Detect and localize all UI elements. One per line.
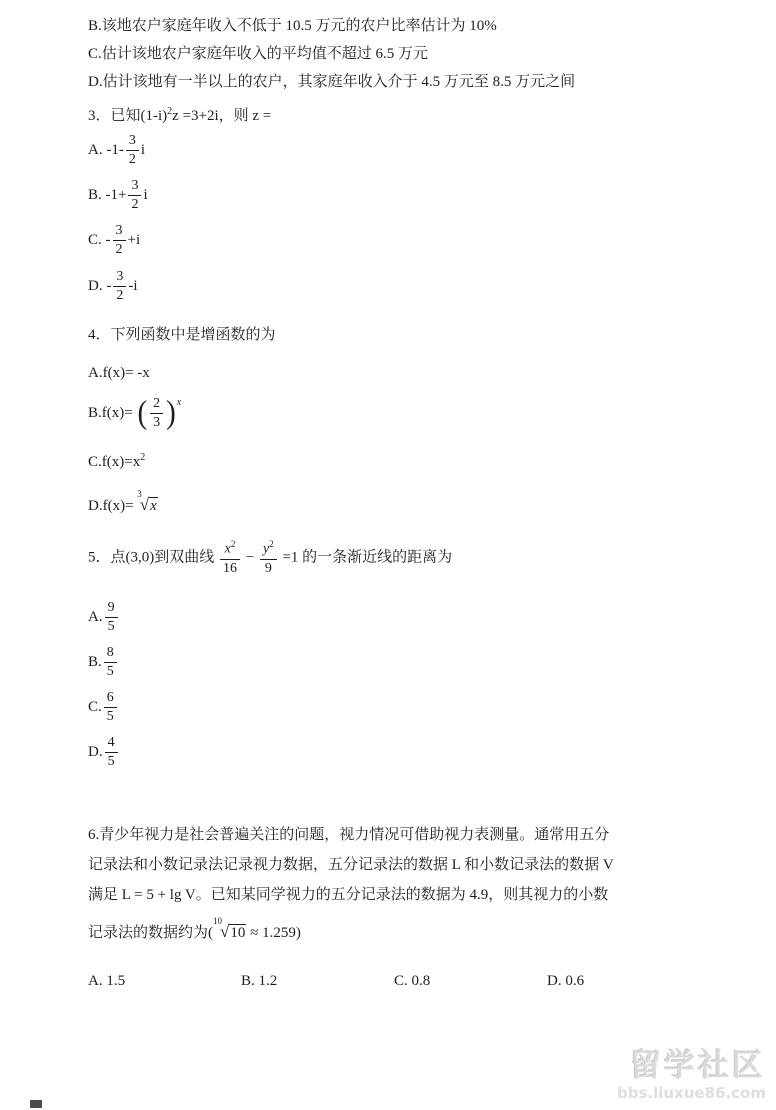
radicand: x [150,497,157,514]
fraction-denominator: 2 [128,152,136,168]
tenth-root [213,915,246,941]
fraction-denominator: 16 [223,560,237,576]
fraction-denominator: 9 [264,560,272,576]
fraction-numerator: 3 [128,178,141,196]
exponent: 2 [269,538,274,549]
q6-line-1: 6.青少年视力是社会普遍关注的问题，视力情况可借助视力表测量。通常用五分 [88,826,610,843]
fraction [104,645,117,680]
watermark [617,1049,766,1102]
option-prefix: A. -1- [88,142,124,159]
q6-options [88,973,726,990]
q4-option-b [88,396,726,431]
q6-option-d: D. 0.6 [547,972,585,989]
fraction-denominator: 3 [153,414,161,430]
q4-option-a: A.f(x)= -x [88,364,150,381]
variable-y: y [262,541,270,557]
exponent: x [176,396,182,408]
q3-option-a [88,128,726,173]
q6-option-a: A. 1.5 [88,972,126,989]
fraction-denominator: 5 [107,754,115,770]
fraction-denominator: 5 [106,709,114,725]
root-index: 10 [213,915,222,926]
q5-option-c [88,685,726,730]
option-suffix: i [140,142,145,159]
q5-option-a [88,595,726,640]
fraction [104,690,117,725]
q5-options [88,595,726,776]
fraction [105,735,118,770]
fraction-numerator: 3 [113,269,126,287]
q3-stem [88,100,726,128]
fraction [128,178,141,213]
q6-line4-text-2: ≈ 1.259) [246,924,301,941]
q6-option-b: B. 1.2 [241,972,278,989]
cube-root [137,488,158,514]
radicand: 10 [230,924,246,941]
q6-line-2: 记录法和小数记录法记录视力数据，五分记录法的数据 L 和小数记录法的数据 V [88,856,614,873]
q3-option-b [88,173,726,218]
q2-option-c: C.估计该地农户家庭年收入的平均值不超过 6.5 万元 [88,46,429,62]
option-label: D. [88,744,103,761]
fraction-numerator: 8 [104,645,117,663]
q2-option-d: D.估计该地有一半以上的农户，其家庭年收入介于 4.5 万元至 8.5 万元之间 [88,74,576,90]
fraction-numerator [260,539,277,560]
radical-sign: √ [139,494,150,514]
option-prefix: B. -1+ [88,187,127,204]
q5-option-d [88,730,726,775]
option-label: B. [88,654,102,670]
fraction [126,133,139,168]
q3-stem-text: 3．已知(1-i) [88,108,168,124]
fraction [113,223,126,258]
q6-line-3: 满足 L = 5 + lg V。已知某同学视力的五分记录法的数据为 4.9，则其视力的小数 [88,886,609,903]
fraction-denominator: 5 [106,664,114,680]
q5-stem-text-2: 的一条渐近线的距离为 [302,549,453,566]
option-prefix: C. - [88,232,111,249]
q5-stem-text: 5．点(3,0)到双曲线 [88,549,215,566]
left-paren: ( [137,394,148,431]
root-index: 3 [137,488,142,499]
fraction-x2-16 [220,539,240,577]
q3-option-c [88,218,726,263]
q5-option-b [88,640,726,685]
exponent: 2 [230,538,236,549]
q4-option-c [88,445,726,475]
fraction-y2-9 [260,539,277,577]
exponent: 2 [140,451,146,463]
fraction-numerator: 3 [126,133,139,151]
fraction-numerator: 9 [105,600,118,618]
q3-stem-exponent: 2 [167,106,173,117]
fraction-denominator: 5 [107,618,115,634]
q4-option-d [88,489,726,519]
fraction-numerator: 2 [150,396,163,414]
fraction-denominator: 2 [131,197,139,213]
option-prefix: D. - [88,277,112,294]
right-paren: ) [166,394,176,431]
fraction [105,600,118,635]
option-prefix: D.f(x)= [88,497,138,514]
fraction-numerator: 3 [113,223,126,241]
q2-option-b: B.该地农户家庭年收入不低于 10.5 万元的农户比率估计为 10% [88,18,497,34]
watermark-url: bbs.liuxue86.com [617,1084,766,1102]
option-prefix: C.f(x)=x [88,453,141,470]
fraction-denominator: 2 [115,242,123,258]
q4-stem: 4．下列函数中是增函数的为 [88,326,276,343]
fraction [150,396,163,431]
radical-sign: √ [220,921,230,941]
watermark-title: 留学社区 [630,1047,766,1084]
scan-artifact [30,1100,42,1108]
fraction [113,269,126,304]
q6-option-c: C. 0.8 [394,972,431,989]
fraction-numerator: 6 [104,690,117,708]
fraction-numerator [220,539,240,560]
option-label: A. [88,608,103,625]
q5-stem [88,535,726,581]
q6-block [88,820,726,990]
option-prefix: B.f(x)= [88,404,137,421]
q6-line4-text: 记录法的数据约为( [88,924,213,941]
q6-line-4 [88,912,726,949]
variable-x: x [224,541,231,557]
option-suffix: +i [127,232,141,249]
equals-one: =1 [282,549,299,566]
option-suffix: i [143,187,148,204]
option-label: C. [88,699,102,716]
q3-option-d [88,264,726,309]
minus-sign: − [245,549,255,566]
option-suffix: -i [128,277,138,294]
q3-stem-text-2: z =3+2i，则 z = [172,108,272,124]
fraction-denominator: 2 [116,287,124,303]
fraction-numerator: 4 [105,735,118,753]
